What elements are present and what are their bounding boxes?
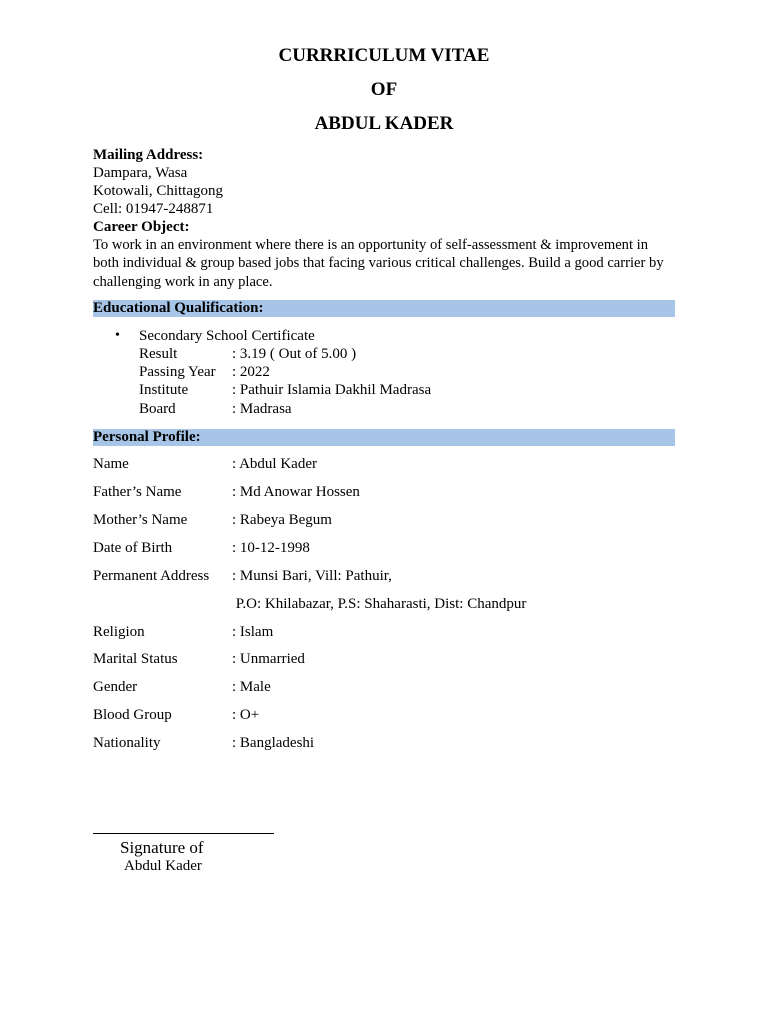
career-heading: Career Object:	[93, 219, 190, 235]
profile-value: : Abdul Kader	[232, 456, 317, 472]
education-row	[139, 363, 270, 381]
education-value: : Pathuir Islamia Dakhil Madrasa	[232, 382, 432, 398]
profile-label: Permanent Address	[93, 568, 210, 584]
profile-row	[93, 650, 305, 668]
profile-value: : 10-12-1998	[232, 540, 310, 556]
profile-row	[93, 595, 526, 613]
bullet-icon: •	[115, 328, 120, 343]
profile-label: Blood Group	[93, 707, 172, 723]
career-text: To work in an environment where there is an opportunity of self-assessment & improvement in both individual & group based jobs that facing various critical challenges. Build a good carrier by challenging work in any place.	[93, 237, 664, 290]
profile-value: : Rabeya Begum	[232, 512, 332, 528]
education-value: : 2022	[232, 364, 270, 380]
profile-row	[93, 511, 332, 529]
profile-label: Mother’s Name	[93, 512, 188, 528]
profile-value: : Bangladeshi	[232, 735, 315, 751]
profile-value: P.O: Khilabazar, P.S: Shaharasti, Dist: Chandpur	[232, 596, 527, 612]
education-label: Passing Year	[139, 364, 216, 380]
profile-value: : Male	[232, 679, 271, 695]
profile-row	[93, 455, 317, 473]
profile-row	[93, 678, 271, 696]
profile-label: Name	[93, 456, 129, 472]
education-label: Board	[139, 401, 176, 417]
profile-label: Father’s Name	[93, 484, 182, 500]
education-label: Result	[139, 346, 178, 362]
mailing-phone: Cell: 01947-248871	[93, 201, 214, 217]
profile-value: : Islam	[232, 624, 274, 640]
profile-value: : Munsi Bari, Vill: Pathuir,	[232, 568, 392, 584]
education-row	[139, 400, 292, 418]
degree-title: Secondary School Certificate	[139, 328, 315, 344]
cv-name: ABDUL KADER	[314, 113, 454, 134]
profile-row	[93, 483, 360, 501]
education-value: : Madrasa	[232, 401, 292, 417]
profile-heading: Personal Profile:	[93, 429, 675, 446]
mailing-section	[93, 146, 673, 291]
profile-value: : Md Anowar Hossen	[232, 484, 360, 500]
profile-row	[93, 734, 314, 752]
education-value: : 3.19 ( Out of 5.00 )	[232, 346, 357, 362]
cv-title: CURRRICULUM VITAE	[278, 45, 490, 66]
education-heading: Educational Qualification:	[93, 300, 675, 317]
education-label: Institute	[139, 382, 189, 398]
profile-label: Date of Birth	[93, 540, 173, 556]
profile-label: Religion	[93, 624, 145, 640]
profile-label: Marital Status	[93, 651, 178, 667]
profile-row	[93, 623, 273, 641]
education-row	[139, 381, 431, 399]
profile-value: : O+	[232, 707, 260, 723]
mailing-heading: Mailing Address:	[93, 147, 204, 163]
signature-label: Signature of	[120, 838, 204, 857]
profile-label: Nationality	[93, 735, 161, 751]
profile-row	[93, 567, 392, 585]
profile-row	[93, 706, 259, 724]
profile-row	[93, 539, 310, 557]
profile-label: Gender	[93, 679, 138, 695]
signature-line	[93, 833, 274, 834]
profile-value: : Unmarried	[232, 651, 305, 667]
cv-title-of: OF	[370, 79, 398, 100]
signature-name: Abdul Kader	[124, 858, 202, 874]
education-row	[139, 345, 356, 363]
mailing-line: Kotowali, Chittagong	[93, 183, 223, 199]
mailing-line: Dampara, Wasa	[93, 165, 188, 181]
